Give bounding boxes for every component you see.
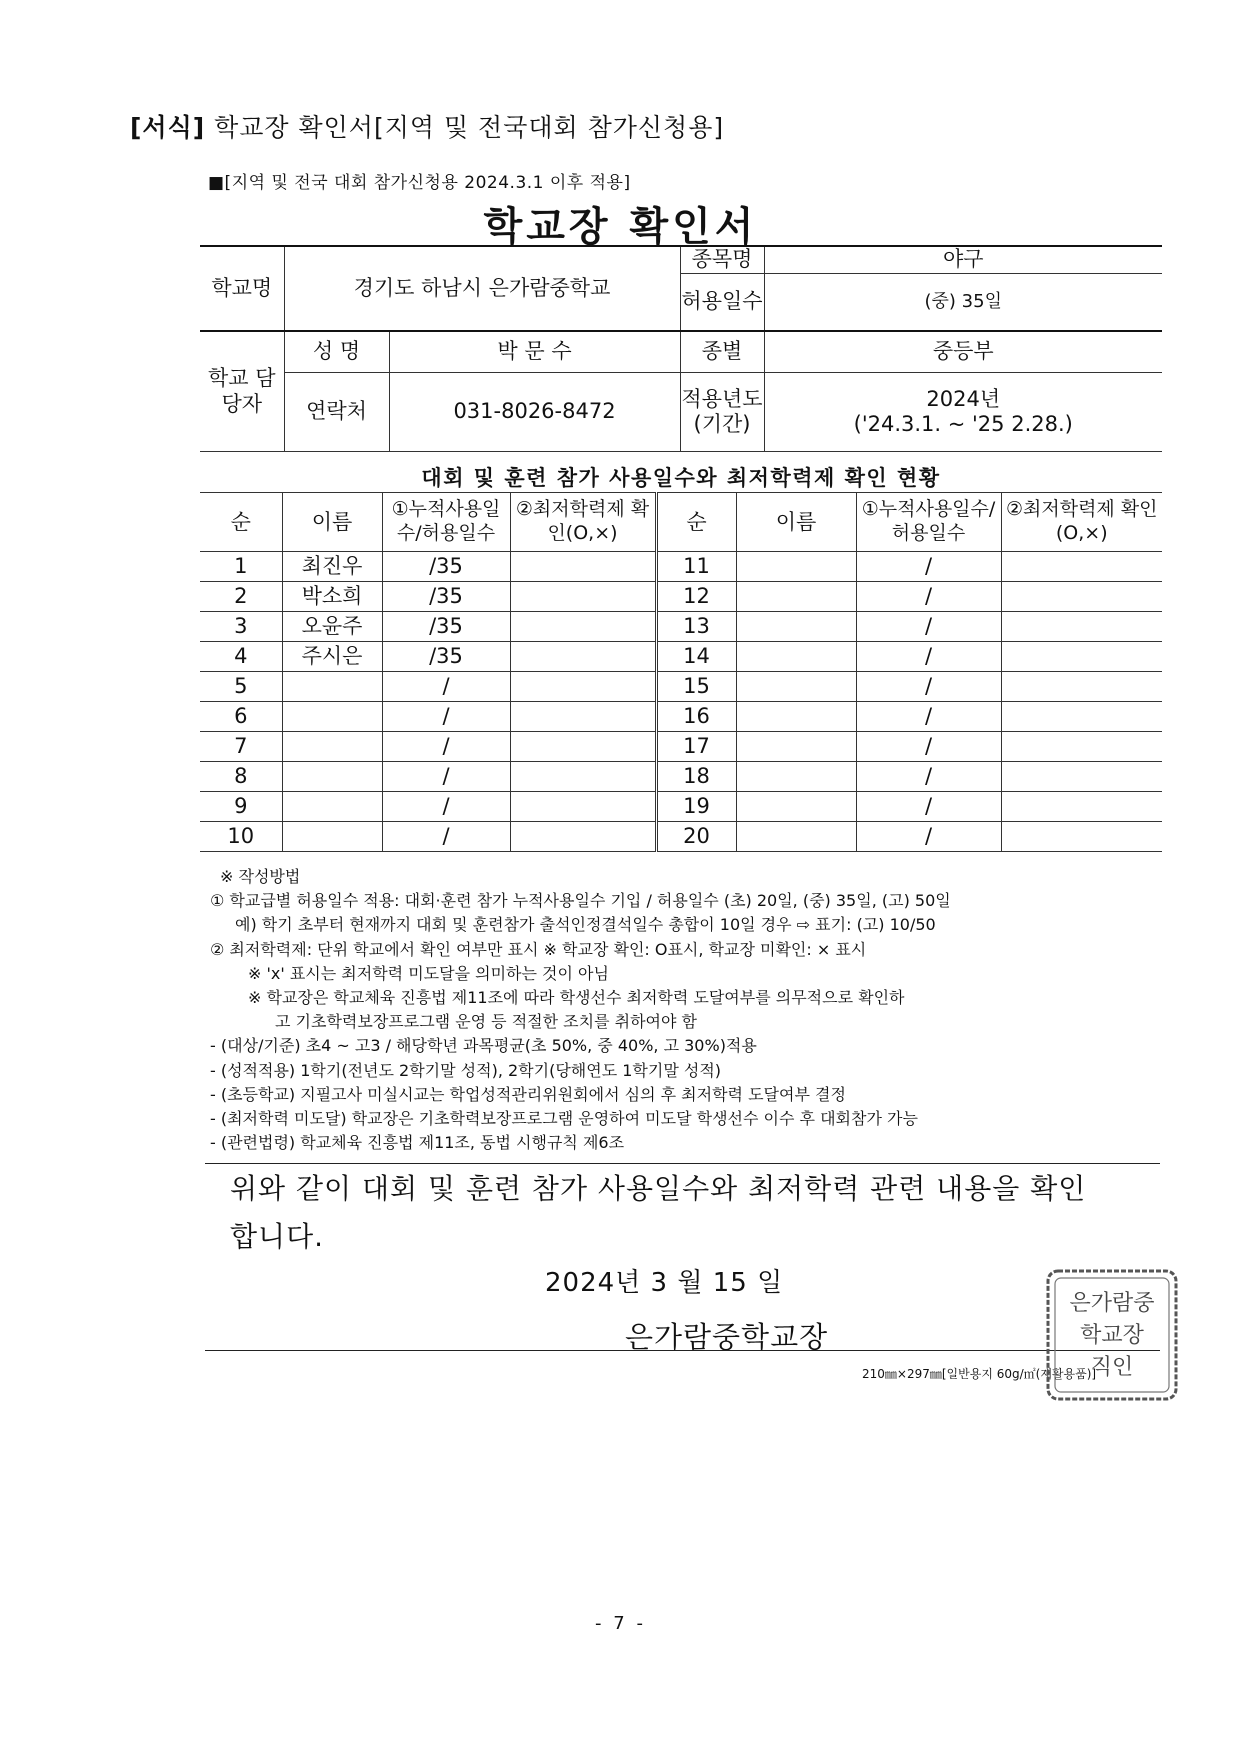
row-number: 12	[656, 582, 736, 612]
row-number: 17	[656, 732, 736, 762]
min-achievement-check	[510, 582, 656, 612]
min-achievement-check	[510, 702, 656, 732]
header-no: 순	[200, 493, 282, 552]
svg-text:직인: 직인	[1090, 1355, 1134, 1380]
header-name: 이름	[736, 493, 856, 552]
note-line: - (관련법령) 학교체육 진흥법 제11조, 동법 시행규칙 제6조	[210, 1133, 625, 1153]
used-days: /	[856, 642, 1001, 672]
row-number: 20	[656, 822, 736, 852]
header-check: ②최저학력제 확인(O,×)	[510, 493, 656, 552]
student-name	[282, 822, 382, 852]
period-value: ('24.3.1. ~ '25 2.28.)	[853, 412, 1073, 436]
student-name	[736, 792, 856, 822]
svg-text:학교장: 학교장	[1080, 1323, 1144, 1348]
student-name	[736, 702, 856, 732]
min-achievement-check	[1001, 702, 1162, 732]
contact-person-label: 학교 담당자	[200, 331, 284, 452]
min-achievement-check	[510, 762, 656, 792]
table-row	[200, 642, 1162, 672]
used-days: /	[856, 612, 1001, 642]
used-days: /	[382, 762, 510, 792]
min-achievement-check	[1001, 612, 1162, 642]
min-achievement-check	[1001, 552, 1162, 582]
min-achievement-check	[1001, 642, 1162, 672]
table-row	[200, 702, 1162, 732]
sport-value: 야구	[764, 246, 1162, 274]
student-name: 최진우	[282, 552, 382, 582]
row-number: 11	[656, 552, 736, 582]
min-achievement-check	[1001, 582, 1162, 612]
used-days: /35	[382, 642, 510, 672]
used-days: /	[382, 822, 510, 852]
row-number: 15	[656, 672, 736, 702]
row-number: 5	[200, 672, 282, 702]
header-days: ①누적사용일수/허용일수	[856, 493, 1001, 552]
header-no: 순	[656, 493, 736, 552]
note-line: 고 기초학력보장프로그램 운영 등 적절한 조치를 취하여야 함	[275, 1012, 698, 1032]
student-name	[282, 732, 382, 762]
form-header: [서식] 학교장 확인서[지역 및 전국대회 참가신청용]	[130, 113, 725, 142]
table-row	[200, 582, 1162, 612]
official-seal-stamp	[1045, 1268, 1179, 1402]
student-name	[736, 732, 856, 762]
min-achievement-check	[510, 642, 656, 672]
used-days: /	[856, 552, 1001, 582]
document-title: 학교장 확인서	[483, 204, 758, 250]
table-row	[200, 762, 1162, 792]
student-name	[282, 702, 382, 732]
used-days: /35	[382, 582, 510, 612]
page-number: - 7 -	[595, 1613, 646, 1634]
confirmation-text: 위와 같이 대회 및 훈련 참가 사용일수와 최저학력 관련 내용을 확인 합니다.	[230, 1172, 1087, 1253]
row-number: 8	[200, 762, 282, 792]
used-days: /	[382, 732, 510, 762]
form-subheader: ■[지역 및 전국 대회 참가신청용 2024.3.1 이후 적용]	[208, 173, 631, 193]
min-achievement-check	[510, 672, 656, 702]
min-achievement-check	[1001, 822, 1162, 852]
min-achievement-check	[510, 552, 656, 582]
school-info-table	[200, 245, 1162, 452]
row-number: 6	[200, 702, 282, 732]
footer-divider	[205, 1350, 1160, 1351]
header-check: ②최저학력제 확인(O,×)	[1001, 493, 1162, 552]
student-name: 오윤주	[282, 612, 382, 642]
student-name	[736, 582, 856, 612]
used-days: /	[856, 792, 1001, 822]
row-number: 9	[200, 792, 282, 822]
student-name	[736, 672, 856, 702]
issue-date: 2024년 3 월 15 일	[545, 1268, 784, 1298]
table-row	[200, 822, 1162, 852]
used-days: /	[856, 702, 1001, 732]
header-days: ①누적사용일수/허용일수	[382, 493, 510, 552]
year-label: 적용년도 (기간)	[680, 373, 764, 452]
year-value: 2024년	[926, 386, 1001, 411]
student-name	[736, 552, 856, 582]
category-value: 중등부	[764, 331, 1162, 373]
used-days: /35	[382, 612, 510, 642]
name-label: 성 명	[284, 331, 389, 373]
phone-value: 031-8026-8472	[389, 373, 680, 452]
student-name	[736, 822, 856, 852]
phone-label: 연락처	[284, 373, 389, 452]
student-name: 박소희	[282, 582, 382, 612]
table-row	[200, 732, 1162, 762]
student-name	[736, 612, 856, 642]
min-achievement-check	[510, 732, 656, 762]
used-days: /	[856, 732, 1001, 762]
student-name: 주시은	[282, 642, 382, 672]
min-achievement-check	[1001, 792, 1162, 822]
note-line: - (최저학력 미도달) 학교장은 기초학력보장프로그램 운영하여 미도달 학생선수 이수 후 대회참가 가능	[210, 1109, 918, 1129]
min-achievement-check	[1001, 732, 1162, 762]
note-line: ① 학교급별 허용일수 적용: 대회·훈련 참가 누적사용일수 기입 / 허용일수 (초) 20일, (중) 35일, (고) 50일	[210, 891, 951, 911]
student-name	[282, 672, 382, 702]
name-value: 박 문 수	[389, 331, 680, 373]
allowed-days-label: 허용일수	[680, 274, 764, 332]
min-achievement-check	[1001, 672, 1162, 702]
row-number: 18	[656, 762, 736, 792]
divider	[205, 1163, 1160, 1164]
student-name	[282, 792, 382, 822]
table-row	[200, 792, 1162, 822]
row-number: 13	[656, 612, 736, 642]
row-number: 16	[656, 702, 736, 732]
note-line: ※ 'x' 표시는 최저학력 미도달을 의미하는 것이 아님	[248, 963, 609, 983]
used-days: /	[856, 822, 1001, 852]
used-days: /35	[382, 552, 510, 582]
used-days: /	[856, 672, 1001, 702]
note-line: - (초등학교) 지필고사 미실시교는 학업성적관리위원회에서 심의 후 최저학력 도달여부 결정	[210, 1084, 846, 1104]
note-line: 예) 학기 초부터 현재까지 대회 및 훈련참가 출석인정결석일수 총합이 10일 경우 ⇨ 표기: (고) 10/50	[235, 915, 936, 935]
category-label: 종별	[680, 331, 764, 373]
school-value: 경기도 하남시 은가람중학교	[284, 246, 680, 331]
min-achievement-check	[510, 612, 656, 642]
student-name	[736, 642, 856, 672]
student-list-table	[200, 492, 1162, 852]
allowed-days-value: (중) 35일	[764, 274, 1162, 332]
sport-label: 종목명	[680, 246, 764, 274]
student-name	[282, 762, 382, 792]
header-name: 이름	[282, 493, 382, 552]
row-number: 3	[200, 612, 282, 642]
min-achievement-check	[510, 792, 656, 822]
note-line: - (성적적용) 1학기(전년도 2학기말 성적), 2학기(당해연도 1학기말 성적)	[210, 1060, 722, 1080]
school-label: 학교명	[200, 246, 284, 331]
used-days: /	[382, 672, 510, 702]
table-row	[200, 672, 1162, 702]
row-number: 2	[200, 582, 282, 612]
note-line: ※ 작성방법	[220, 867, 301, 886]
year-cell	[764, 373, 1162, 452]
row-number: 19	[656, 792, 736, 822]
note-line: - (대상/기준) 초4 ~ 고3 / 해당학년 과목평균(초 50%, 중 40%, 고 30%)적용	[210, 1036, 757, 1056]
used-days: /	[382, 702, 510, 732]
row-number: 7	[200, 732, 282, 762]
writing-instructions	[210, 865, 1170, 1155]
used-days: /	[856, 762, 1001, 792]
min-achievement-check	[510, 822, 656, 852]
used-days: /	[856, 582, 1001, 612]
row-number: 4	[200, 642, 282, 672]
table-row	[200, 552, 1162, 582]
principal-signature: 은가람중학교장	[625, 1320, 829, 1354]
svg-text:은가람중: 은가람중	[1069, 1291, 1155, 1316]
note-line: ② 최저학력제: 단위 학교에서 확인 여부만 표시 ※ 학교장 확인: O표시, 학교장 미확인: × 표시	[210, 939, 867, 959]
table-row	[200, 612, 1162, 642]
note-line: ※ 학교장은 학교체육 진흥법 제11조에 따라 학생선수 최저학력 도달여부를 의무적으로 확인하	[248, 988, 905, 1008]
student-name	[736, 762, 856, 792]
paper-size-note: 210㎜×297㎜[일반용지 60g/㎡(재활용품)]	[862, 1367, 1097, 1381]
min-achievement-check	[1001, 762, 1162, 792]
row-number: 14	[656, 642, 736, 672]
row-number: 1	[200, 552, 282, 582]
used-days: /	[382, 792, 510, 822]
row-number: 10	[200, 822, 282, 852]
list-title: 대회 및 훈련 참가 사용일수와 최저학력제 확인 현황	[421, 466, 941, 490]
